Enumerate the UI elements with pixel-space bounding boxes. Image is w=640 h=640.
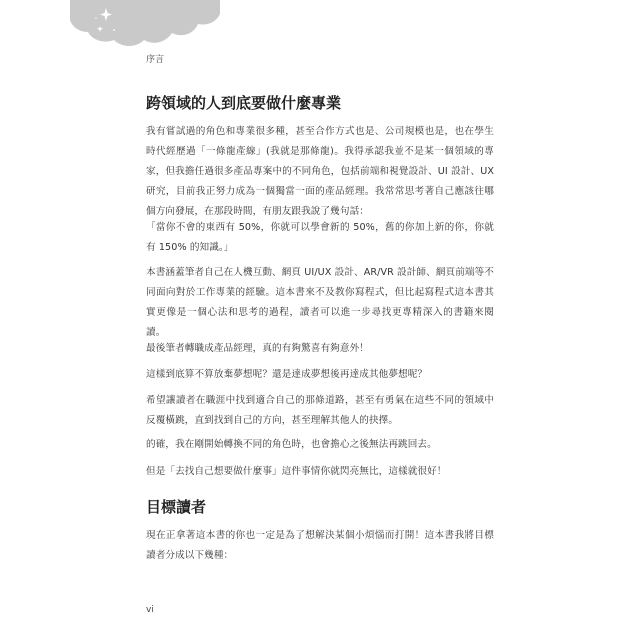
paragraph: 本書涵蓋筆者自己在人機互動、網頁 UI/UX 設計、AR/VR 設計師、網頁前端等不同面向對於工作專業的經驗。這本書來不及教你寫程式，但比起寫程式這本書其實更像是一個心法和思考的過程，讀者可以進一步尋找更專精深入的書籍來閱讀。 [146, 267, 494, 338]
section-heading: 跨領域的人到底要做什麼專業 [146, 94, 342, 112]
quote-paragraph: 「當你不會的東西有 50%，你就可以學會新的 50%，舊的你加上新的你，你就有 150% 的知識。」 [146, 222, 494, 253]
paragraph: 的確，我在剛開始轉換不同的角色時，也會擔心之後無法再跳回去。 [146, 439, 437, 450]
section-heading: 目標讀者 [146, 498, 207, 516]
cloud-decoration [70, 0, 220, 48]
star-dot-icon [95, 17, 96, 18]
paragraph: 現在正拿著這本書的你也一定是為了想解決某個小煩惱而打開！這本書我將目標讀者分成以下幾種： [146, 530, 494, 561]
paragraph: 最後筆者轉職成產品經理，真的有夠驚喜有夠意外！ [146, 343, 369, 354]
paragraph: 這樣到底算不算放棄夢想呢？還是達成夢想後再達成其他夢想呢？ [146, 369, 428, 380]
chapter-header: 序言 [146, 55, 165, 65]
cloud-shape [70, 0, 220, 46]
paragraph: 我有嘗試過的角色和專業很多種，甚至合作方式也是、公司規模也是，也在學生時代經歷過「一條龍產線」(我就是那條龍)。我得承認我並不是某一個領域的專家，但我擔任過很多產品專案中的不同角色，包括前端和視覺設計、UI 設計、UX 研究，目前我正努力成為一個獨當一面的產品經理。我常常思考著自己應該往哪個方向發展，在那段時間，有朋友跟我說了幾句話： [146, 126, 494, 217]
paragraph: 但是「去找自己想要做什麼事」這件事情你就閃亮無比，這樣就很好！ [146, 466, 447, 477]
paragraph: 希望讓讀者在職涯中找到適合自己的那條道路，甚至有勇氣在這些不同的領域中反覆橫跳，直到找到自己的方向，甚至理解其他人的抉擇。 [146, 395, 494, 426]
star-dot-icon [113, 29, 115, 31]
page-number: vi [146, 605, 154, 615]
